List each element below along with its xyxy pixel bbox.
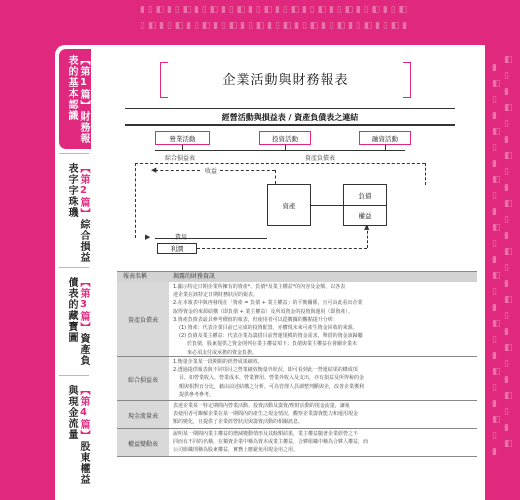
profit-box: 利潤 — [157, 243, 197, 254]
financing-activities-box: 融資活動 — [359, 131, 411, 145]
expense-label — [175, 232, 187, 241]
table-row-description: 表達企業某一特定期間內營業活動、投資活動及籌資/理財活動的現金流量，讓報 表使用者可瞭解企業在某一期間內的產生之現金情況，觀察企業籌資能力和運用現金 額的變化，且提供了企業經營狀況與籌資活動的相關訊息。 — [173, 403, 359, 426]
diagram-bottom-rule — [125, 124, 455, 126]
title-bracket-right — [403, 62, 411, 98]
income-statement-label: 綜合損益表 — [165, 155, 196, 162]
table-row-category: 權益變動表 — [127, 441, 158, 448]
chapter-tab-2[interactable]: 【第2篇】綜合損益表字字珠璣 — [66, 163, 89, 263]
balance-sheet-label: 資產負債表 — [305, 155, 336, 162]
table-row-description: 說明某一期間內業主權益的增減變動情形及其餘額結果，業主權益隨著企業經營之不 同而有不同的名稱，在獨資企業中稱為資本或業主權益，合夥組織中稱為合夥人權益，而 公司組織則稱為股東權益，實務上應避免用現金用之用。 — [173, 431, 369, 454]
header-disclosed-info: 揭露的財務資訊 — [173, 273, 216, 280]
investing-activities-box: 投資活動 — [259, 131, 311, 145]
table-row-description: 1.顯示特定日期企業所擁有的資產*、負債*及業主權益*的內容及金額，以各表 達企業在該特定日期財務狀況的報表。 2.在本報表中與再發現在「資產 = 負債 + 業主權益」的平衡關係，且可由此看出企業 取得資金的來源結構（即負債 + 業主權益）及所須資金的投資與運用（即資產）。 3.資產負債表最具參考價值的報表，但使用者可以從數據的觀點提升分析： (1) 資產：代表企業目前已完成的投資配置，亦體現未來可產生資金回收的來源。 (2) 負債及業主權益：代表企業為籌措目前營運規模的資金需求，舉借的資金該歸屬 於負債，股東提供之資金則列在業主權益項下；負債與業主權益在會關企業未 來必須支付或承擔的資金負擔。 — [173, 284, 363, 356]
page-title: 企業活動與財務報表 — [222, 73, 349, 88]
table-header — [117, 272, 477, 282]
chapter-tab-4[interactable]: 【第4篇】股東權益與現金流量 — [66, 385, 89, 485]
operating-activities-box: 營業活動 — [155, 131, 210, 145]
page-background: ▮ ▯ ◧ ▮ ▯ ◧ ▮ ▯ ◧ ▮ ▯ ◧ ▮ ▯ ◧ ▮ ▯ ◧ ▮ ▯ ◧ ▮ ▯ ◧ ▮ ▯ ◧ ▮ ▯ ◧ ▯ ◧ ▮ ▯ ◧ ▮ ▯ ◧ ▮ ▯ ◧ ▮ ▯ ◧ ▮ ▯ ◧ ▮ ▯ ◧ ▮ ▯ ◧ ▮ ▯ ◧ ▮ ▯ ◧ ▮ ▮ ◧ ▯ ▮ ◧ ▯ ▮ ◧ ▯ ▮ ◧ ▯ ▮ ◧ ▯ ▮ ◧ ▯ ▮ ◧ ▯ ▮ ◧ ▯ ▮ ◧ ▯ ▮ ◧ ▯ ▮ ◧ ▯ ▮ ◧ ▯ ▮ ◧ ▯ ▮ ◧ ▯ ▮ ◧ ▯ ▮ ◧ ▯ ▮ ◧ — [0, 0, 520, 500]
content-page: 企業活動與財務報表 經營活動與損益表 / 資產負債表之連結 營業活動 投資活動 融資活動 綜合損益表 資產負債表 ▶ 收益 ◀ 資產 負債 權益 利潤 ▲ 報表名稱 揭露的財務資訊 資產負債表 1.顯示特定日期企業所擁有的資產*、負債*及業主權益*的內容及金額，以各表 達企業在該特定日期財務狀況的報表。 2.在本報表中與再發現在「資產 = 負債 + 業主權益」的平衡關係，且可由此看出企業 取得資金的來源結構（即負債 + 業主權益）及所須資金的投資與運用（即資產）。 3.資產負債表最具參考價值的報表，但使用者可以從數據的觀點提升分析： (1) 資產：代表企業目前已完成的投資配置，亦體現未來可產生資金回收的來源。 (2) 負債及業主權益：代表企業為籌措目前營運規模的資金需求，舉借的資金該歸屬 於負債，股東提供之資金則列在業主權益項下；負債與業主權益在會關企業未 來必須支付或承擔的資金負擔。 綜合損益表 1.衡量企業某一段期間的經營成果績效。 2.透過提供報表與不同項目之營業績效衡量外狀況，即可看到此一營運結果的構成項 目，如營業收入、營業成本、營業費用、營業外收入及支出，亦有損益及所得稅的金 額與相對百分比，藉由前述結構之分析，可為管理人員調整判斷與企，改善企業獲利 提供參考參考。 現金流量表 表達企業某一特定期間內營業活動、投資活動及籌資/理財活動的現金流量，讓報 表使用者可瞭解企業在某一期間內的產生之現金情況，觀察企業籌資能力和運用現金 額的變化，且提供了企業經營狀況與籌資活動的相關訊息。 權益變動表 說明某一期間內業主權益的增減變動情形及其餘額結果，業主權益隨著企業經營之不 同而有不同的名稱，在獨資企業中稱為資本或業主權益，合夥組織中稱為合夥人權益，而 公司組織則稱為股東權益，實務上應避免用現金用之用。 — [95, 45, 485, 500]
equity-box: 權益 — [343, 205, 387, 226]
table-row-description: 1.衡量企業某一段期間的經營成果績效。 2.透過提供報表與不同項目之營業績效衡量外狀況，即可看到此一營運結果的構成項 目，如營業收入、營業成本、營業費用、營業外收入及支出，亦有損益及所得稅的金 額與相對百分比，藉由前述結構之分析，可為管理人員調整判斷與企，改善企業獲利 提供參考參考。 — [173, 359, 365, 398]
chapter-tab-1[interactable]: 【第1篇】財務報表的基本認識 — [59, 49, 91, 149]
page-number: 17 — [10, 468, 23, 478]
title-bracket-left — [160, 62, 168, 98]
table-row-category: 資產負債表 — [127, 317, 158, 324]
diagram-title: 經營活動與損益表 / 資產負債表之連結 — [221, 113, 359, 122]
header-report-name: 報表名稱 — [123, 273, 148, 280]
assets-box: 資產 — [267, 184, 311, 226]
flow-upper-line — [135, 163, 425, 164]
liabilities-box: 負債 — [343, 184, 387, 205]
chapter-tab-3[interactable]: 【第3篇】資產負債表的藏寶圖 — [66, 277, 89, 366]
table-row-category: 現金流量表 — [127, 413, 158, 420]
revenue-label: 收益 — [205, 168, 218, 175]
diagram-top-rule — [125, 108, 455, 109]
table-row-category: 綜合損益表 — [127, 377, 158, 384]
